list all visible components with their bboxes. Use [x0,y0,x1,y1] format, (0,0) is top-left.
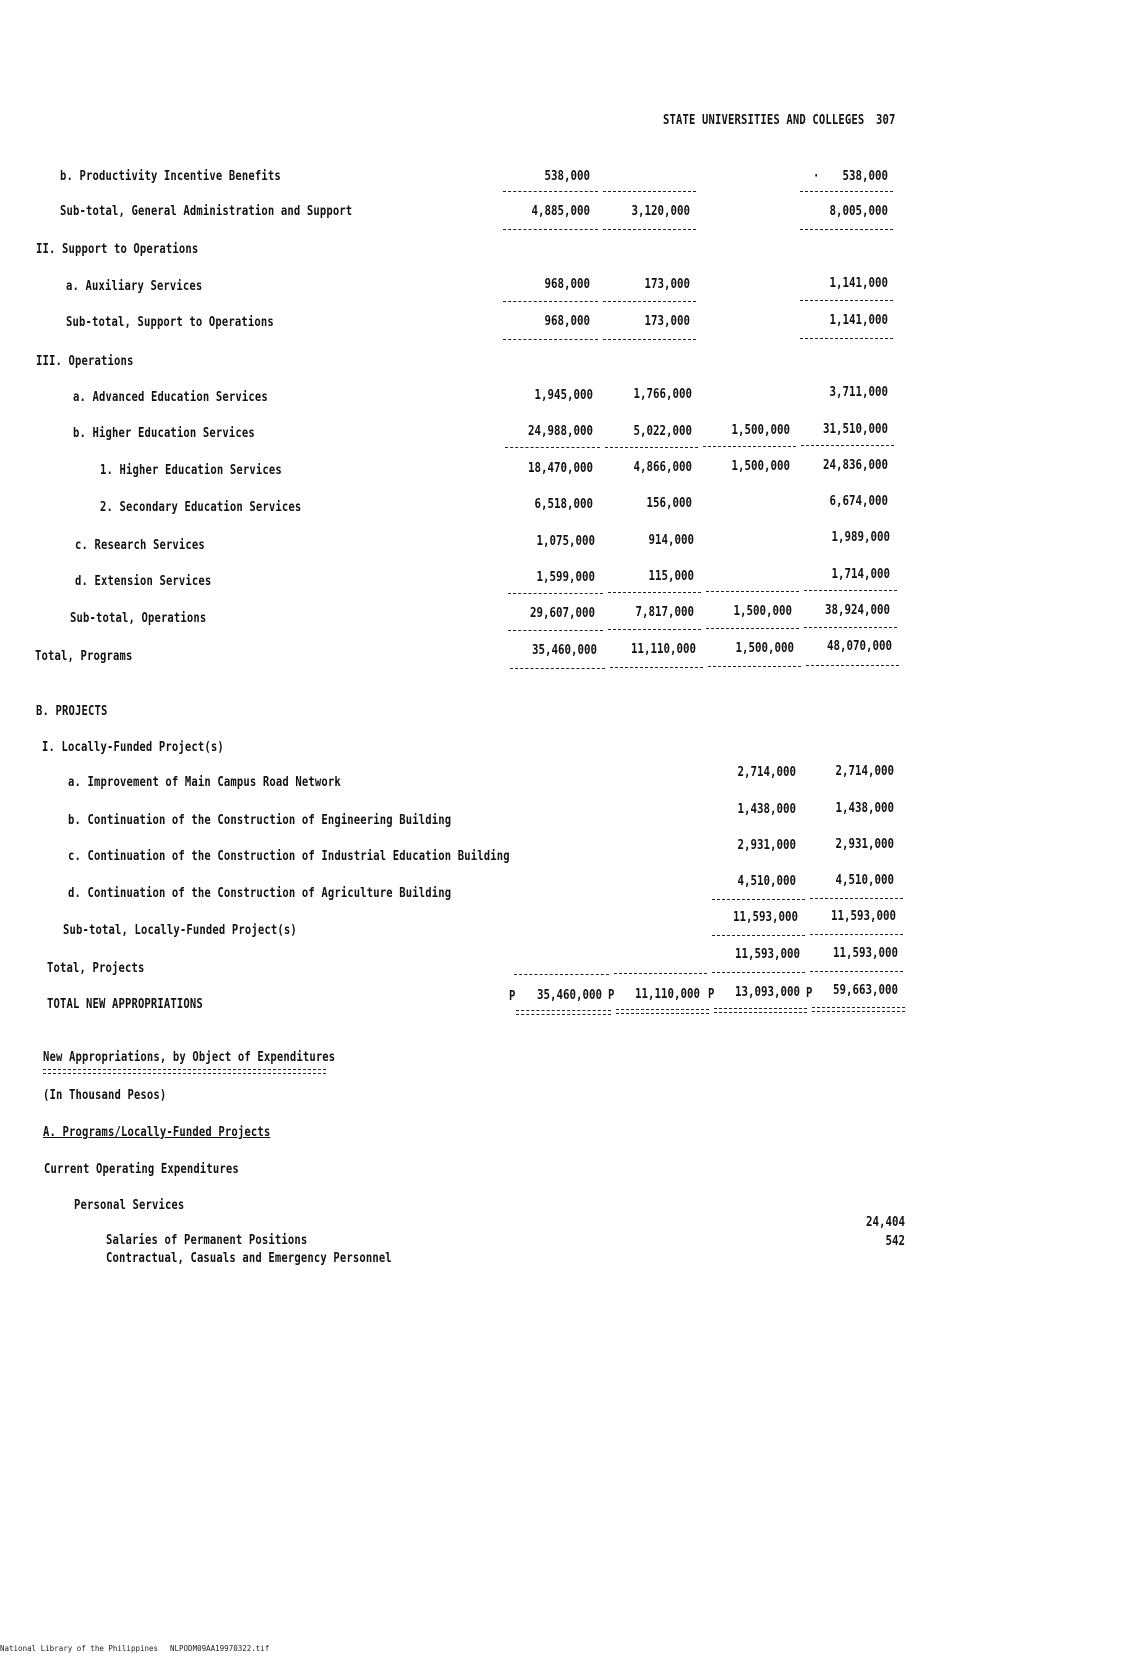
underline [508,593,603,594]
underline [505,447,600,448]
total-value: 8,005,000 [829,203,888,219]
objects-section: A. Programs/Locally-Funded Projects [43,1124,271,1140]
ps-value: 24,988,000 [527,423,593,439]
mooe-value: 3,120,000 [631,203,690,219]
co-value: 13,093,000 [734,984,800,1000]
mooe-value: 156,000 [646,495,692,511]
subcategory-heading: Personal Services [74,1197,185,1213]
underline [810,934,903,935]
total-value: 38,924,000 [824,602,890,618]
row-label: c. Continuation of the Construction of Industrial Education Building [68,848,510,864]
running-header: STATE UNIVERSITIES AND COLLEGES [663,112,865,128]
unit-note: (In Thousand Pesos) [43,1087,167,1103]
row-label: d. Extension Services [75,573,212,589]
ps-value: 1,075,000 [536,533,595,549]
ps-value: 1,945,000 [534,387,593,403]
underline [508,630,603,631]
underline [608,629,701,630]
underline [810,898,903,899]
underline [800,229,893,230]
co-value: 11,593,000 [734,946,800,962]
mooe-value: 4,866,000 [633,459,692,475]
mooe-value: 173,000 [644,313,690,329]
ps-value: 6,518,000 [534,496,593,512]
total-value: 4,510,000 [835,872,894,888]
row-label: Sub-total, Locally-Funded Project(s) [63,922,297,938]
page-number: 307 [876,112,896,128]
section-heading: III. Operations [36,353,134,369]
total-value: 24,836,000 [822,457,888,473]
underline [503,339,598,340]
underline [503,229,598,230]
footer-file: NLPODM09AA19970322.tif [170,1644,270,1653]
row-label: a. Improvement of Main Campus Road Network [68,774,341,790]
mooe-value: 1,766,000 [633,386,692,402]
double-underline [616,1009,709,1014]
underline [712,935,805,936]
ps-value: 1,599,000 [536,569,595,585]
row-label: Total, Programs [35,648,133,664]
underline [610,667,703,668]
row-label: 1. Higher Education Services [100,462,282,478]
row-label: d. Continuation of the Construction of Agriculture Building [68,885,452,901]
underline [603,339,696,340]
mooe-value: 115,000 [648,568,694,584]
total-value: 1,989,000 [831,529,890,545]
underline [706,591,799,592]
total-value: 3,711,000 [829,384,888,400]
section-heading: I. Locally-Funded Project(s) [42,739,224,755]
co-value: 1,500,000 [733,603,792,619]
co-value: 1,500,000 [731,422,790,438]
total-value: 538,000 [842,168,888,184]
underline [800,191,893,192]
row-label: b. Productivity Incentive Benefits [60,168,281,184]
total-value: 2,714,000 [835,763,894,779]
grand-total-label: TOTAL NEW APPROPRIATIONS [47,996,203,1012]
row-label: Total, Projects [47,960,145,976]
underline [510,668,605,669]
category-heading: Current Operating Expenditures [44,1161,239,1177]
total-value: 1,438,000 [835,800,894,816]
underline [712,899,805,900]
underline [708,666,801,667]
co-value: 2,714,000 [737,764,796,780]
heading-double-rule [43,1069,326,1074]
expense-label: Contractual, Casuals and Emergency Personnel [106,1250,392,1266]
co-value: 2,931,000 [737,837,796,853]
underline [712,972,805,973]
total-value: 11,593,000 [832,945,898,961]
double-underline [714,1008,807,1013]
underline [800,300,893,301]
ps-value: 968,000 [544,276,590,292]
total-value: 59,663,000 [832,982,898,998]
currency-symbol: P [608,987,615,1003]
mooe-value: 5,022,000 [633,423,692,439]
underline [503,301,598,302]
total-value: 1,141,000 [829,312,888,328]
expense-label: Salaries of Permanent Positions [106,1232,308,1248]
underline [810,971,903,972]
underline [806,665,899,666]
row-label: a. Auxiliary Services [66,278,203,294]
underline [605,447,698,448]
row-label: a. Advanced Education Services [73,389,268,405]
footer-library: National Library of the Philippines [0,1644,159,1653]
row-label: b. Higher Education Services [73,425,255,441]
objects-heading: New Appropriations, by Object of Expenditures [43,1049,336,1065]
underline [804,627,897,628]
row-label: Sub-total, Support to Operations [66,314,274,330]
underline [800,338,893,339]
mooe-value: 173,000 [644,276,690,292]
underline [703,446,796,447]
co-value: 4,510,000 [737,873,796,889]
co-value: 1,500,000 [735,640,794,656]
total-value: 31,510,000 [822,421,888,437]
ps-value: 35,460,000 [536,987,602,1003]
expense-value: 24,404 [865,1214,905,1230]
total-value: 1,141,000 [829,275,888,291]
currency-symbol: P [806,985,813,1001]
row-label: b. Continuation of the Construction of Engineering Building [68,812,452,828]
underline [608,592,701,593]
underline [603,191,696,192]
underline [514,974,609,975]
total-value: 1,714,000 [831,566,890,582]
currency-symbol: P [509,988,516,1004]
ps-value: 18,470,000 [527,460,593,476]
row-label: c. Research Services [75,537,205,553]
mooe-value: 914,000 [648,532,694,548]
bullet-mark: · [813,168,820,184]
double-underline [516,1010,611,1015]
co-value: 1,500,000 [731,458,790,474]
mooe-value: 11,110,000 [630,641,696,657]
currency-symbol: P [708,986,715,1002]
row-label: 2. Secondary Education Services [100,499,302,515]
row-label: Sub-total, Operations [70,610,207,626]
ps-value: 29,607,000 [529,605,595,621]
underline [603,301,696,302]
underline [801,445,894,446]
mooe-value: 11,110,000 [634,986,700,1002]
underline [614,973,707,974]
ps-value: 538,000 [544,168,590,184]
underline [804,590,897,591]
total-value: 6,674,000 [829,493,888,509]
total-value: 11,593,000 [830,908,896,924]
mooe-value: 7,817,000 [635,604,694,620]
total-value: 2,931,000 [835,836,894,852]
double-underline [812,1007,905,1012]
co-value: 1,438,000 [737,801,796,817]
co-value: 11,593,000 [732,909,798,925]
underline [706,628,799,629]
underline [503,191,598,192]
section-heading: B. PROJECTS [36,703,108,719]
expense-value: 542 [885,1233,905,1249]
total-value: 48,070,000 [826,638,892,654]
underline [603,229,696,230]
ps-value: 968,000 [544,313,590,329]
ps-value: 35,460,000 [531,642,597,658]
ps-value: 4,885,000 [531,203,590,219]
row-label: Sub-total, General Administration and Support [60,203,353,219]
section-heading: II. Support to Operations [36,241,199,257]
